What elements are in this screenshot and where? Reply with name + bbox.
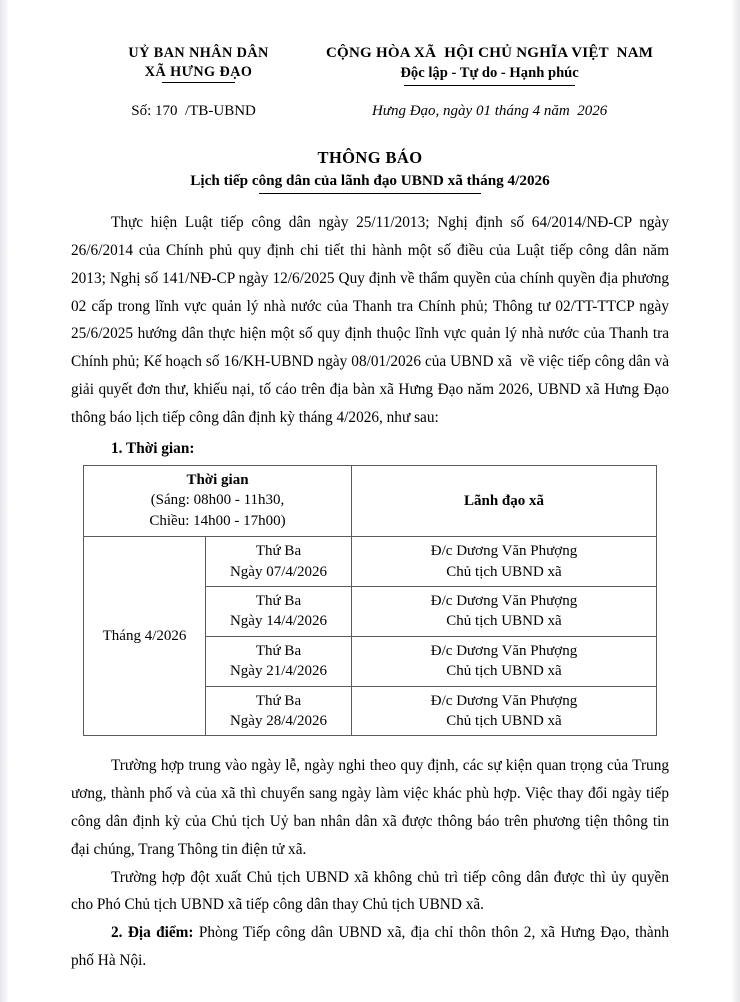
column-header-time-title: Thời gian [186,471,249,488]
day-cell [206,537,352,587]
column-header-time-morning: (Sáng: 08h00 - 11h30, [150,492,285,509]
document-body [9,0,731,975]
leader-position: Chủ tịch UBND xã [446,613,562,630]
document-page [9,0,731,1002]
leader-position: Chủ tịch UBND xã [446,563,562,580]
section-2-paragraph [71,919,673,975]
national-title: CỘNG HÒA XÃ HỘI CHỦ NGHĨA VIỆT NAM [325,45,654,61]
national-motto: Độc lập - Tự do - Hạnh phúc [400,64,578,84]
issuing-authority-block [71,44,310,81]
day-date: Ngày 21/4/2026 [229,663,328,680]
issuing-authority-line-1: UỶ BAN NHÂN DÂN [128,45,269,61]
page-subtitle: Lịch tiếp công dân của lãnh đạo UBND xã tháng 4/2026 [190,171,550,192]
intro-paragraph: Thực hiện Luật tiếp công dân ngày 25/11/2013; Nghị định số 64/2014/NĐ-CP ngày 26/6/2014 của Chính phủ quy định chi tiết thi hành một số điều của Luật tiếp công dân năm 2013; Nghị số 141/NĐ-CP ngày 12/6/2025 Quy định về thẩm quyền của chính quyền địa phương 02 cấp trong lĩnh vực quản lý nhà nước của Thanh tra Chính phủ; Thông tư 02/TT-TTCP ngày 25/6/2025 hướng dân thực hiện một số quy định thuộc lĩnh vực quản lý nhà nước của Thanh tra Chính phủ; Kế hoạch số 16/KH-UBND ngày 08/01/2026 của UBND xã về việc tiếp công dân và giải quyết đơn thư, khiếu nại, tố cáo trên địa bàn xã Hưng Đạo năm 2026, UBND xã Hưng Đạo thông báo lịch tiếp công dân định kỳ tháng 4/2026, như sau: [71,214,673,426]
note-paragraph-1: Trường hợp trung vào ngày lễ, ngày nghi theo quy định, các sự kiện quan trọng của Trung ương, thành phố và của xã thì chuyển sang ngày làm việc khác phù hợp. Việc thay đổi ngày tiếp công dân định kỳ của Chủ tịch Uỷ ban nhân dân xã được thông báo trên phương tiện thông tin đại chúng, Trang Thông tin điện tử xã. [71,757,673,858]
section-1-heading: 1. Thời gian: [111,439,195,457]
leader-name: Đ/c Dương Văn Phượng [430,543,578,560]
leader-name: Đ/c Dương Văn Phượng [430,642,578,659]
leader-cell [352,686,657,736]
place-date-block [310,102,669,120]
page-edge-right [731,0,740,1002]
leader-cell [352,636,657,686]
day-cell [206,586,352,636]
month-cell: Tháng 4/2026 [84,537,206,736]
column-header-time [84,465,352,536]
day-weekday: Thứ Ba [255,692,302,709]
leader-cell [352,537,657,587]
day-date: Ngày 14/4/2026 [229,613,328,630]
table-row [84,537,657,587]
note-paragraph-2: Trường hợp đột xuất Chủ tịch UBND xã không chủ trì tiếp công dân được thì ủy quyền cho Phó Chủ tịch UBND xã tiếp công dân thay Chủ tịch UBND xã. [71,868,673,914]
document-subheader [71,102,669,120]
section-2-text: Phòng Tiếp công dân UBND xã, địa chỉ thôn thôn 2, xã Hưng Đạo, thành phố Hà Nội. [71,924,673,970]
day-weekday: Thứ Ba [255,642,302,659]
title-block [71,147,669,191]
day-weekday: Thứ Ba [255,592,302,609]
issuing-authority-line-2: XÃ HƯNG ĐẠO [144,63,253,80]
day-weekday: Thứ Ba [255,543,302,560]
schedule-table [83,465,657,737]
day-date: Ngày 28/4/2026 [229,712,328,729]
leader-position: Chủ tịch UBND xã [446,663,562,680]
page-title: THÔNG BÁO [317,148,423,168]
schedule-table-wrapper [71,465,669,737]
document-header [71,44,669,83]
column-header-leader [352,465,657,536]
place-and-date: Hưng Đạo, ngày 01 tháng 4 năm 2026 [371,103,608,120]
section-2-label: 2. Địa điểm: [111,924,194,942]
leader-name: Đ/c Dương Văn Phượng [430,592,578,609]
leader-name: Đ/c Dương Văn Phượng [430,692,578,709]
column-header-leader-label: Lãnh đạo xã [463,492,545,509]
leader-position: Chủ tịch UBND xã [446,712,562,729]
document-number: Số: 170 /TB-UBND [131,103,256,120]
column-header-time-afternoon: Chiều: 14h00 - 17h00) [149,513,286,530]
national-heading-block [310,44,669,83]
day-date: Ngày 07/4/2026 [229,563,328,580]
document-number-block [71,102,310,120]
page-edge-left [0,0,9,1002]
leader-cell [352,586,657,636]
day-cell [206,636,352,686]
day-cell [206,686,352,736]
table-header-row [84,465,657,536]
